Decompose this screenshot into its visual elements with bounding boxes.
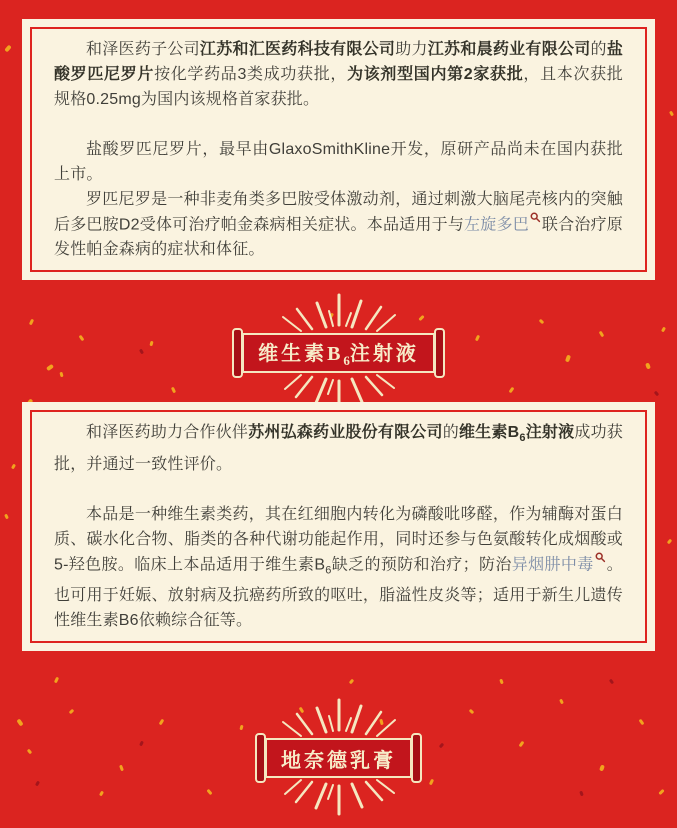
- announcement-card-vitamin-b6: [22, 402, 655, 651]
- company-name: 苏州弘森药业股份有限公司: [248, 424, 443, 442]
- text-run: 助力: [395, 41, 428, 58]
- search-icon[interactable]: [530, 211, 541, 226]
- text-run: 盐酸罗匹尼罗片，最早由GlaxoSmithKline开发，原研产品尚未在国内获批上市。: [54, 141, 623, 183]
- text-run: 注射液: [525, 424, 575, 442]
- banner-title: [258, 337, 419, 369]
- text-run: 和泽医药助力合作伙伴: [86, 424, 249, 442]
- scroll-rod-right: [434, 328, 445, 378]
- paragraph-approval: [54, 420, 623, 476]
- banner-text: 地奈德乳膏: [281, 749, 396, 772]
- paragraph-description: [54, 502, 623, 634]
- banner-scroll: [265, 738, 412, 778]
- text-run: 缺乏的预防和治疗；防治: [331, 555, 512, 573]
- banner-text: 维生素B: [258, 343, 344, 366]
- text-run: 。也可用于妊娠、放射病及抗癌药所致的呕吐，脂溢性皮炎等；适用于新生儿遗传性维生素B6依赖综合征等。: [54, 555, 624, 630]
- banner-text: 注射液: [349, 343, 419, 366]
- paragraph-origin: [54, 137, 623, 187]
- text-run: 罗匹尼罗是一种非麦角类多巴胺受体激动剂，通过刺激大脑尾壳核内的突触后多巴胺D2受体可治疗帕金森病相关症状。本品适用于与: [54, 191, 623, 234]
- text-run: 按化学药品3类成功获批，: [154, 66, 348, 83]
- entity-link-isoniazid-poisoning[interactable]: 异烟肼中毒: [511, 555, 594, 573]
- text-run: 的: [590, 41, 607, 58]
- scroll-rod-right: [411, 733, 422, 783]
- subscript: 6: [519, 432, 526, 445]
- text-run: ，且本次获批规格0.25mg为国内该规格首家获批。: [54, 66, 624, 108]
- drug-name: 盐酸罗匹尼罗片: [54, 41, 624, 83]
- banner-title: [281, 744, 396, 773]
- banner-scroll: [242, 333, 435, 373]
- scroll-rod-left: [232, 328, 243, 378]
- text-run: 联合治疗原发性帕金森病的症状和体征。: [54, 216, 623, 259]
- subscript: 6: [325, 564, 332, 577]
- paragraph-approval: [54, 37, 623, 112]
- banner-subscript: 6: [343, 353, 350, 369]
- announcement-card-ropinirole: [22, 19, 655, 280]
- text-run: 本品是一种维生素类药，其在红细胞内转化为磷酸吡哆醛，作为辅酶对蛋白质、碳水化合物、脂类的各种代谢功能起作用，同时还参与色氨酸转化成烟酸或5-羟色胺。临床上本品适用于维生素B: [54, 505, 623, 573]
- highlight-text: 为该剂型国内第2家获批: [347, 66, 524, 83]
- text-run: 成功获批，并通过一致性评价。: [54, 424, 623, 473]
- paragraph-indication: [54, 187, 623, 262]
- article-page: [0, 19, 677, 803]
- text-run: 的: [442, 424, 459, 442]
- company-name: 江苏和晨药业有限公司: [427, 41, 591, 58]
- banner-vitamin-b6-injection: [242, 333, 435, 373]
- scroll-rod-left: [255, 733, 266, 783]
- search-icon[interactable]: [595, 551, 606, 566]
- card-inner-border: [30, 27, 647, 272]
- company-name: 江苏和汇医药科技有限公司: [199, 41, 396, 58]
- text-run: 和泽医药子公司: [86, 41, 200, 58]
- banner-desonide-cream: [265, 738, 412, 778]
- drug-name: [458, 424, 575, 445]
- text-run: 维生素B: [458, 424, 520, 442]
- card-inner-border: [30, 410, 647, 643]
- entity-link-levodopa[interactable]: 左旋多巴: [464, 216, 529, 234]
